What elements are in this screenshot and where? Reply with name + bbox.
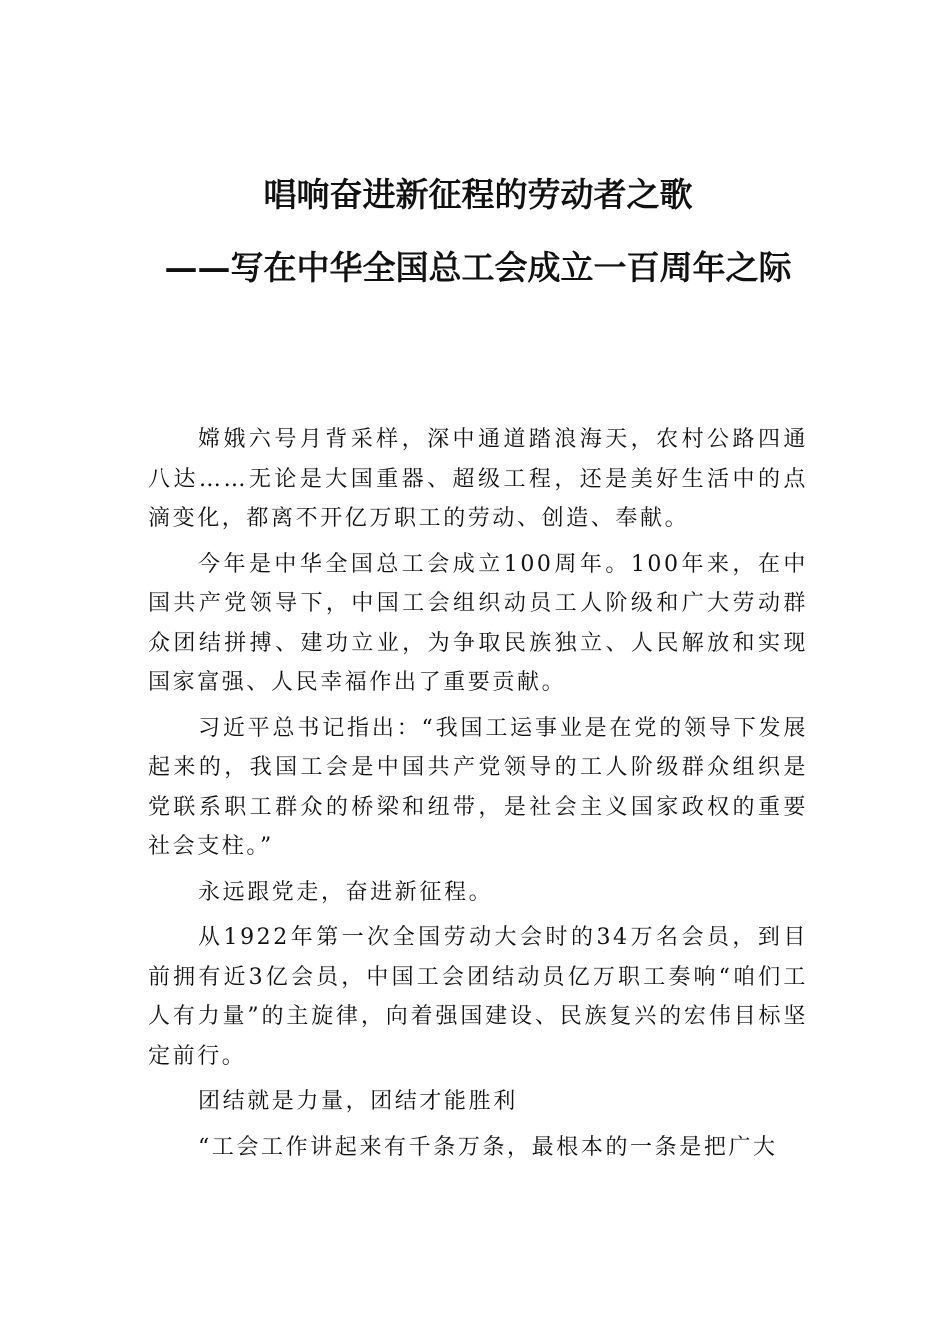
paragraph-6: 团结就是力量，团结才能胜利 [198,1089,518,1114]
paragraph-2: 今年是中华全国总工会成立100周年。100年来，在中国共产党领导下，中国工会组织动员工人阶级和广大劳动群众团结拼搏、建功立业，为争取民族独立、人民解放和实现国家富强、人民幸福作出了重要贡献。 [148,551,808,695]
paragraph-3: 习近平总书记指出：“我国工运事业是在党的领导下发展起来的，我国工会是中国共产党领导的工人阶级群众组织是党联系职工群众的桥梁和纽带，是社会主义国家政权的重要社会支柱。” [148,715,808,859]
title-block [148,168,808,300]
document-body [148,420,808,1173]
document-subtitle: ——写在中华全国总工会成立一百周年之际 [164,248,792,287]
paragraph-7: “工会工作讲起来有千条万条，最根本的一条是把广大 [198,1134,778,1160]
document-title: 唱响奋进新征程的劳动者之歌 [263,175,693,214]
paragraph-4: 永远跟党走，奋进新征程。 [198,879,494,905]
paragraph-5: 从1922年第一次全国劳动大会时的34万名会员，到目前拥有近3亿会员，中国工会团结动员亿万职工奏响“咱们工人有力量”的主旋律，向着强国建设、民族复兴的宏伟目标坚定前行。 [148,925,808,1069]
paragraph-1: 嫦娥六号月背采样，深中通道踏浪海天，农村公路四通八达……无论是大国重器、超级工程，还是美好生活中的点滴变化，都离不开亿万职工的劳动、创造、奉献。 [148,427,808,531]
